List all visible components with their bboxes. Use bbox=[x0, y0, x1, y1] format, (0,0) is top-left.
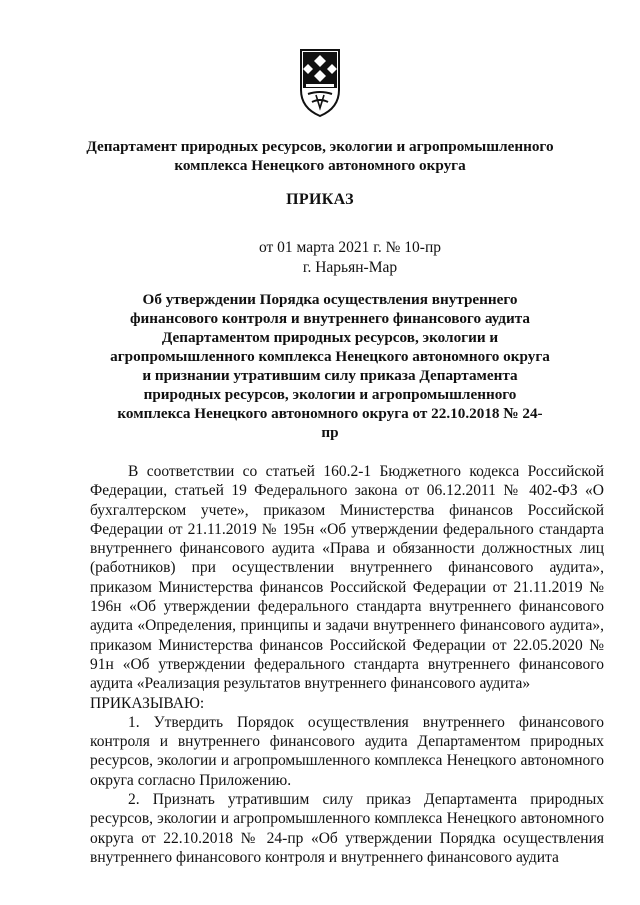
order-item-1: 1. Утвердить Порядок осуществления внутреннего финансового контроля и внутреннего финансового аудита Департаментом природных ресурсов, экологии и агропромышленного комплекса Ненецкого автономного округа согласно Приложению. bbox=[90, 713, 604, 789]
document-meta bbox=[200, 238, 500, 278]
organization-name: Департамент природных ресурсов, экологии и агропромышленного комплекса Ненецкого автономного округа bbox=[86, 138, 554, 174]
preamble-paragraph: В соответствии со статьей 160.2-1 Бюджетного кодекса Российской Федерации, статьей 19 Федерального закона от 06.12.2011 № 402-ФЗ «О бухгалтерском учете», приказом Министерства финансов Российской Федерации от 21.11.2019 № 195н «Об утверждении федерального стандарта внутреннего финансового аудита «Права и обязанности должностных лиц (работников) при осуществлении внутреннего финансового аудита», приказом Министерства финансов Российской Федерации от 21.11.2019 № 196н «Об утверждении федерального стандарта внутреннего финансового аудита «Определения, принципы и задачи внутреннего финансового аудита», приказом Министерства финансов Российской Федерации от 22.05.2020 № 91н «Об утверждении федерального стандарта внутреннего финансового аудита «Реализация результатов внутреннего финансового аудита» bbox=[90, 463, 604, 693]
order-item-2: 2. Признать утратившим силу приказ Департамента природных ресурсов, экологии и агропромышленного комплекса Ненецкого автономного округа от 22.10.2018 № 24-пр «Об утверждении Порядка осуществления внутреннего финансового контроля и внутреннего финансового аудита bbox=[90, 791, 604, 866]
order-word: ПРИКАЗЫВАЮ: bbox=[90, 694, 205, 712]
document-place: г. Нарьян-Мар bbox=[302, 259, 398, 276]
coat-of-arms-emblem bbox=[298, 46, 342, 118]
document-body bbox=[90, 462, 604, 867]
document-subject: Об утверждении Порядка осуществления внутреннего финансового контроля и внутреннего финансового аудита Департаментом природных ресурсов, экологии и агропромышленного комплекса Ненецкого автономного округа и признании утратившим силу приказа Департамента природных ресурсов, экологии и агропромышленного комплекса Ненецкого автономного округа от 22.10.2018 № 24-пр bbox=[110, 291, 550, 441]
document-date-number: от 01 марта 2021 г. № 10-пр bbox=[258, 239, 442, 256]
document-type-title: ПРИКАЗ bbox=[286, 191, 354, 208]
